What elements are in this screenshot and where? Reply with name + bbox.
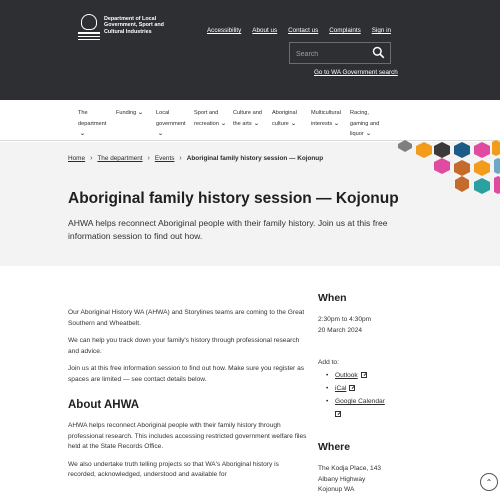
nav-item-culture-arts[interactable]: [233, 108, 262, 129]
chevron-right-icon: ›: [179, 155, 182, 162]
nav-label: The: [78, 110, 88, 116]
page-lede: AHWA helps reconnect Aboriginal people with their family history. Join us at this free information session to find out how.: [68, 218, 388, 241]
nav-label: recreation: [194, 120, 219, 127]
paragraph: We also undertake truth telling projects so that WA's Aboriginal history is recorded, acknowledged, understood and available for: [68, 460, 279, 478]
site-logo[interactable]: [78, 14, 184, 42]
address-line: Kojonup WA: [318, 486, 355, 493]
contact-us-link[interactable]: Contact us: [288, 27, 319, 34]
about-us-link[interactable]: About us: [252, 27, 278, 34]
chevron-down-icon: ⌄: [252, 120, 260, 127]
paragraph: AHWA helps reconnect Aboriginal people with their family history through professional research. This includes accessing restricted government welfare files held at the State Records Office.: [68, 422, 307, 450]
event-details-sidebar: [318, 292, 428, 496]
chevron-down-icon: ⌄: [364, 131, 372, 137]
event-date: 20 March 2024: [318, 326, 362, 334]
nav-item-multicultural-interests[interactable]: [311, 108, 341, 129]
chevron-down-icon: ⌄: [220, 120, 227, 127]
nav-label: Culture and: [233, 110, 262, 116]
external-link-icon: [361, 372, 367, 378]
complaints-link[interactable]: Complaints: [329, 27, 361, 34]
external-link-icon: [335, 411, 341, 417]
wa-crest-icon: [78, 14, 100, 42]
nav-label: interests: [311, 120, 333, 127]
nav-item-the-department[interactable]: [78, 108, 106, 140]
paragraph: We can help you track down your family's history through professional research and advice.: [68, 337, 300, 355]
accessibility-link[interactable]: Accessibility: [206, 27, 242, 34]
list-item: [326, 369, 428, 382]
address-line: Albany Highway: [318, 475, 366, 483]
nav-item-sport-recreation[interactable]: [194, 108, 226, 129]
breadcrumb-events[interactable]: Events: [154, 155, 175, 162]
nav-label: the arts: [233, 120, 252, 127]
nav-label: liquor: [350, 131, 364, 137]
google-calendar-link[interactable]: Google Calendar: [335, 398, 385, 405]
nav-label: Funding: [116, 110, 137, 116]
chevron-down-icon: ⌄: [79, 131, 86, 137]
main-content: [68, 308, 308, 488]
hexagon-pattern-decoration: [398, 140, 500, 202]
when-heading: When: [318, 292, 347, 304]
about-heading: About AHWA: [68, 399, 140, 411]
sign-in-link[interactable]: Sign in: [371, 27, 391, 34]
chevron-down-icon: ⌄: [333, 120, 340, 127]
nav-label: Aboriginal: [272, 110, 297, 116]
breadcrumb-the-department[interactable]: The department: [97, 155, 143, 162]
intro-paragraph: Our Aboriginal History WA (AHWA) and Storylines teams are coming to the Great Southern and Wheatbelt.: [68, 309, 305, 327]
where-heading: Where: [318, 441, 351, 453]
nav-item-local-government[interactable]: [156, 108, 186, 140]
search-box: [289, 42, 391, 64]
site-header: [0, 0, 500, 100]
nav-item-funding[interactable]: [116, 108, 143, 119]
nav-label: Racing,: [350, 110, 369, 116]
nav-label: department: [78, 120, 107, 127]
nav-label: government: [156, 120, 186, 127]
nav-label: Local: [156, 110, 170, 116]
nav-item-racing-gaming-liquor[interactable]: [350, 108, 379, 140]
ical-link[interactable]: iCal: [335, 385, 347, 392]
wa-government-search-link[interactable]: Go to WA Government search: [314, 69, 398, 76]
logo-text: Department of Local Government, Sport and Cultural Industries: [104, 16, 164, 35]
nav-label: Multicultural: [311, 110, 341, 116]
external-link-icon: [349, 385, 355, 391]
list-item: [326, 395, 428, 421]
paragraph: Join us at this free information session to find out how. Make sure you register as spaces are limited — see contact details below.: [68, 365, 305, 383]
add-to-label: Add to:: [318, 359, 339, 366]
search-button[interactable]: [371, 46, 386, 61]
page-title: Aboriginal family history session — Kojonup: [68, 190, 399, 207]
chevron-up-icon: ⌃: [485, 477, 493, 487]
main-nav: [0, 100, 500, 141]
chevron-down-icon: ⌄: [157, 131, 164, 137]
nav-label: culture: [272, 120, 289, 127]
utility-nav: [196, 27, 391, 34]
nav-label: gaming and: [350, 120, 380, 127]
chevron-down-icon: ⌄: [137, 110, 145, 116]
list-item: [326, 382, 428, 395]
chevron-right-icon: ›: [147, 155, 150, 162]
breadcrumb: [68, 155, 323, 162]
nav-item-aboriginal-culture[interactable]: [272, 108, 297, 129]
breadcrumb-home[interactable]: Home: [68, 155, 86, 162]
breadcrumb-current: Aboriginal family history session — Kojonup: [186, 155, 324, 162]
event-time: 2:30pm to 4:30pm: [318, 316, 372, 323]
outlook-link[interactable]: Outlook: [335, 372, 358, 379]
chevron-right-icon: ›: [90, 155, 93, 162]
address-line: The Kodja Place, 143: [318, 465, 382, 472]
nav-label: Sport and: [194, 110, 219, 116]
chevron-down-icon: ⌄: [290, 120, 297, 127]
search-input[interactable]: [296, 47, 371, 61]
calendar-links: [326, 369, 428, 421]
search-icon: [372, 46, 385, 59]
back-to-top-button[interactable]: [480, 473, 498, 491]
